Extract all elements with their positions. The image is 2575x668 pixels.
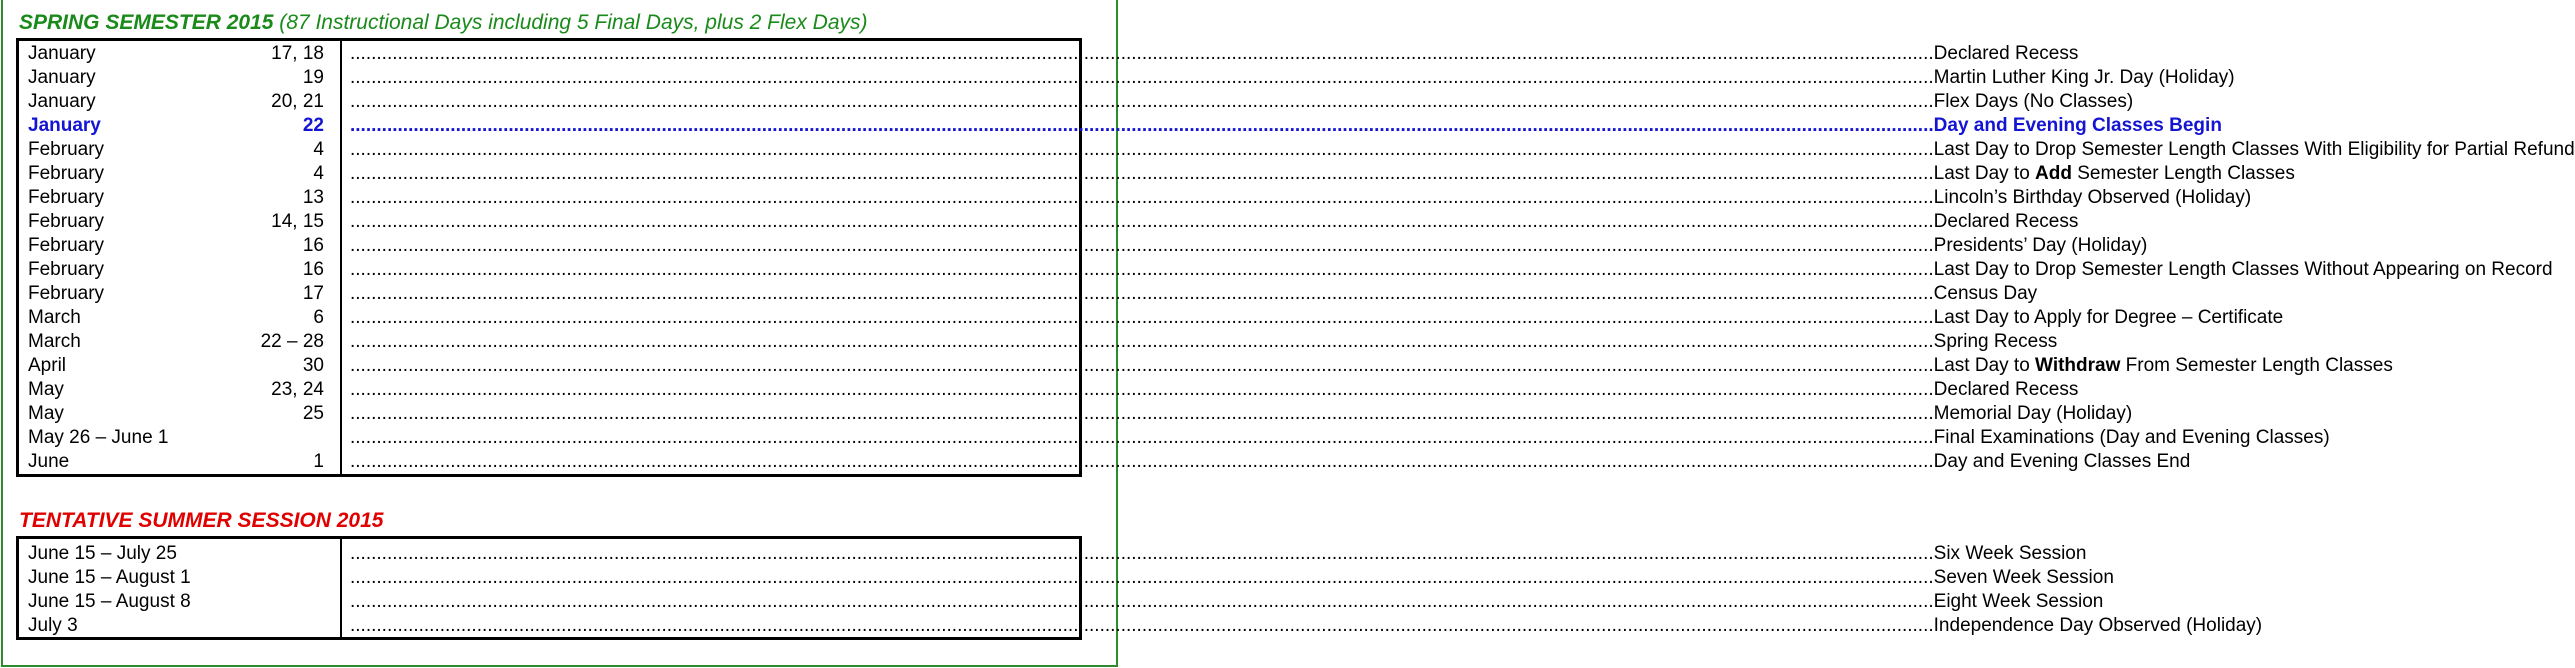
event-text: Presidents’ Day (Holiday) (1933, 235, 2148, 256)
calendar-row (19, 210, 2079, 234)
leader-dots: ............................................................................................................................................................................................................................................................................................................ (350, 379, 1934, 400)
row-event (350, 614, 2263, 638)
spring-calendar-table (16, 38, 2575, 477)
event-text: Day and Evening Classes Begin (1933, 115, 2222, 136)
event-description (1934, 566, 2114, 590)
row-date: February (28, 259, 105, 280)
event-text: Day and Evening Classes End (1933, 451, 2191, 472)
row-day: 13 (302, 187, 324, 208)
event-text: Last Day to (1933, 163, 2036, 184)
row-event (350, 210, 2079, 234)
leader-dots: ............................................................................................................................................................................................................................................................................................................ (350, 91, 1934, 112)
event-text: Memorial Day (Holiday) (1933, 403, 2133, 424)
row-day: 20, 21 (271, 91, 324, 112)
event-text-rest: From Semester Length Classes (2120, 355, 2393, 376)
event-text: Six Week Session (1933, 543, 2087, 564)
spring-subtitle: (87 Instructional Days including 5 Final Days, plus 2 Flex Days) (279, 11, 868, 34)
row-date: March (28, 307, 81, 328)
row-date: July 3 (28, 615, 78, 636)
event-description (1934, 590, 2104, 614)
calendar-row (19, 90, 2134, 114)
calendar-row (19, 258, 2553, 282)
event-description (1934, 614, 2262, 638)
event-description (1934, 378, 2079, 402)
row-event (350, 138, 2575, 162)
event-text: Last Day to (1933, 355, 2036, 376)
calendar-row (19, 162, 2295, 186)
leader-dots: ............................................................................................................................................................................................................................................................................................................ (350, 331, 1934, 352)
row-date: June 15 – August 8 (28, 591, 191, 612)
leader-dots: ............................................................................................................................................................................................................................................................................................................ (350, 591, 1934, 612)
event-text: Seven Week Session (1933, 567, 2114, 588)
row-date: February (28, 187, 105, 208)
row-date: February (28, 211, 105, 232)
event-description (1934, 354, 2393, 378)
event-text: Lincoln’s Birthday Observed (Holiday) (1933, 187, 2252, 208)
row-day: 23, 24 (271, 379, 324, 400)
row-day: 30 (302, 355, 324, 376)
calendar-row (19, 42, 2079, 66)
calendar-row (19, 282, 2038, 306)
row-date: May (28, 403, 64, 424)
event-description (1934, 306, 2284, 330)
calendar-row (19, 66, 2235, 90)
row-event (350, 66, 2235, 90)
event-text-bold: Add (2035, 163, 2072, 184)
event-description (1934, 542, 2087, 566)
row-date: February (28, 283, 105, 304)
row-event (350, 114, 2222, 138)
event-description (1934, 186, 2252, 210)
row-date: June 15 – July 25 (28, 543, 177, 564)
row-date: May (28, 379, 64, 400)
calendar-row (19, 450, 2191, 474)
row-event (350, 542, 2087, 566)
row-event (350, 354, 2393, 378)
leader-dots: ............................................................................................................................................................................................................................................................................................................ (350, 259, 1934, 280)
summer-calendar-table (16, 536, 2263, 640)
row-event (350, 234, 2148, 258)
leader-dots: ............................................................................................................................................................................................................................................................................................................ (350, 67, 1934, 88)
row-day: 25 (302, 403, 324, 424)
calendar-row (19, 590, 2104, 614)
row-event (350, 90, 2134, 114)
row-date: March (28, 331, 81, 352)
event-description (1934, 90, 2134, 114)
row-day: 1 (313, 451, 324, 472)
leader-dots: ............................................................................................................................................................................................................................................................................................................ (350, 43, 1934, 64)
row-event (350, 402, 2133, 426)
calendar-row (19, 306, 2284, 330)
row-day: 17 (302, 283, 324, 304)
leader-dots: ............................................................................................................................................................................................................................................................................................................ (350, 187, 1934, 208)
row-event (350, 378, 2079, 402)
event-description (1934, 282, 2038, 306)
event-text: Final Examinations (Day and Evening Classes) (1933, 427, 2330, 448)
row-event (350, 306, 2284, 330)
row-date: February (28, 139, 105, 160)
calendar-row (19, 138, 2575, 162)
event-text: Census Day (1933, 283, 2038, 304)
summer-heading (19, 509, 383, 533)
event-description (1934, 330, 2058, 354)
row-day: 22 – 28 (260, 331, 324, 352)
row-date: June (28, 451, 70, 472)
event-text: Spring Recess (1933, 331, 2058, 352)
event-description (1934, 450, 2191, 474)
calendar-row (19, 378, 2079, 402)
event-text: Last Day to Drop Semester Length Classes Without Appearing on Record (1933, 259, 2553, 280)
row-event (350, 566, 2114, 590)
row-event (350, 330, 2058, 354)
row-event (350, 450, 2191, 474)
leader-dots: ............................................................................................................................................................................................................................................................................................................ (350, 567, 1934, 588)
event-description (1934, 114, 2222, 138)
leader-dots: ............................................................................................................................................................................................................................................................................................................ (350, 355, 1934, 376)
calendar-row (19, 542, 2087, 566)
row-day: 17, 18 (271, 43, 324, 64)
spring-heading (19, 11, 868, 35)
row-date: May 26 – June 1 (28, 427, 169, 448)
event-text-rest: Declared Recess (1933, 43, 2079, 64)
event-text: Declared Recess (1933, 379, 2079, 400)
row-day: 16 (302, 235, 324, 256)
event-description (1934, 210, 2079, 234)
leader-dots: ............................................................................................................................................................................................................................................................................................................ (350, 163, 1934, 184)
row-day: 16 (302, 259, 324, 280)
row-date: February (28, 235, 105, 256)
row-date: April (28, 355, 67, 376)
event-text: Flex Days (No Classes) (1933, 91, 2134, 112)
row-day: 4 (313, 163, 324, 184)
leader-dots: ............................................................................................................................................................................................................................................................................................................ (350, 403, 1934, 424)
event-description (1934, 162, 2295, 186)
row-event (350, 258, 2553, 282)
row-day: 22 (302, 115, 324, 136)
row-day: 14, 15 (271, 211, 324, 232)
event-text: Declared Recess (1933, 211, 2079, 232)
calendar-row (19, 566, 2114, 590)
calendar-row (19, 402, 2133, 426)
row-date: January (28, 67, 96, 88)
leader-dots: ............................................................................................................................................................................................................................................................................................................ (350, 615, 1934, 636)
event-text: Last Day to Drop Semester Length Classes With Eligibility for Partial Refund (1933, 139, 2575, 160)
leader-dots: ............................................................................................................................................................................................................................................................................................................ (350, 543, 1934, 564)
leader-dots: ............................................................................................................................................................................................................................................................................................................ (350, 139, 1934, 160)
calendar-row (19, 114, 2222, 138)
calendar-row (19, 234, 2148, 258)
leader-dots: ............................................................................................................................................................................................................................................................................................................ (350, 307, 1934, 328)
event-text: Martin Luther King Jr. Day (Holiday) (1933, 67, 2235, 88)
calendar-row (19, 330, 2058, 354)
calendar-row (19, 426, 2330, 450)
event-text-rest: Semester Length Classes (2071, 163, 2295, 184)
event-text: Eight Week Session (1933, 591, 2104, 612)
event-description (1934, 402, 2133, 426)
event-text: Last Day to Apply for Degree – Certificate (1933, 307, 2284, 328)
summer-title: TENTATIVE SUMMER SESSION 2015 (19, 509, 384, 532)
row-day: 6 (313, 307, 324, 328)
leader-dots: ............................................................................................................................................................................................................................................................................................................ (350, 235, 1934, 256)
row-event (350, 162, 2295, 186)
leader-dots: ............................................................................................................................................................................................................................................................................................................ (350, 427, 1934, 448)
row-event (350, 42, 2079, 66)
event-description (1934, 138, 2575, 162)
row-date: January (28, 43, 96, 64)
calendar-row (19, 614, 2263, 638)
leader-dots: ............................................................................................................................................................................................................................................................................................................ (350, 211, 1934, 232)
calendar-row (19, 354, 2393, 378)
event-description (1934, 42, 2079, 66)
row-event (350, 282, 2038, 306)
row-day: 19 (302, 67, 324, 88)
event-text-bold: Withdraw (2035, 355, 2121, 376)
leader-dots: ............................................................................................................................................................................................................................................................................................................ (350, 451, 1934, 472)
row-date: January (28, 115, 101, 136)
event-description (1934, 234, 2148, 258)
row-event (350, 426, 2330, 450)
row-date: June 15 – August 1 (28, 567, 191, 588)
row-day: 4 (313, 139, 324, 160)
row-event (350, 186, 2252, 210)
row-event (350, 590, 2104, 614)
leader-dots: ............................................................................................................................................................................................................................................................................................................ (350, 283, 1934, 304)
event-description (1934, 426, 2330, 450)
row-date: February (28, 163, 105, 184)
leader-dots: ............................................................................................................................................................................................................................................................................................................ (350, 115, 1934, 136)
row-date: January (28, 91, 96, 112)
event-description (1934, 66, 2235, 90)
event-description (1934, 258, 2553, 282)
event-text: Independence Day Observed (Holiday) (1933, 615, 2263, 636)
spring-title: SPRING SEMESTER 2015 (19, 11, 274, 34)
calendar-row (19, 186, 2252, 210)
